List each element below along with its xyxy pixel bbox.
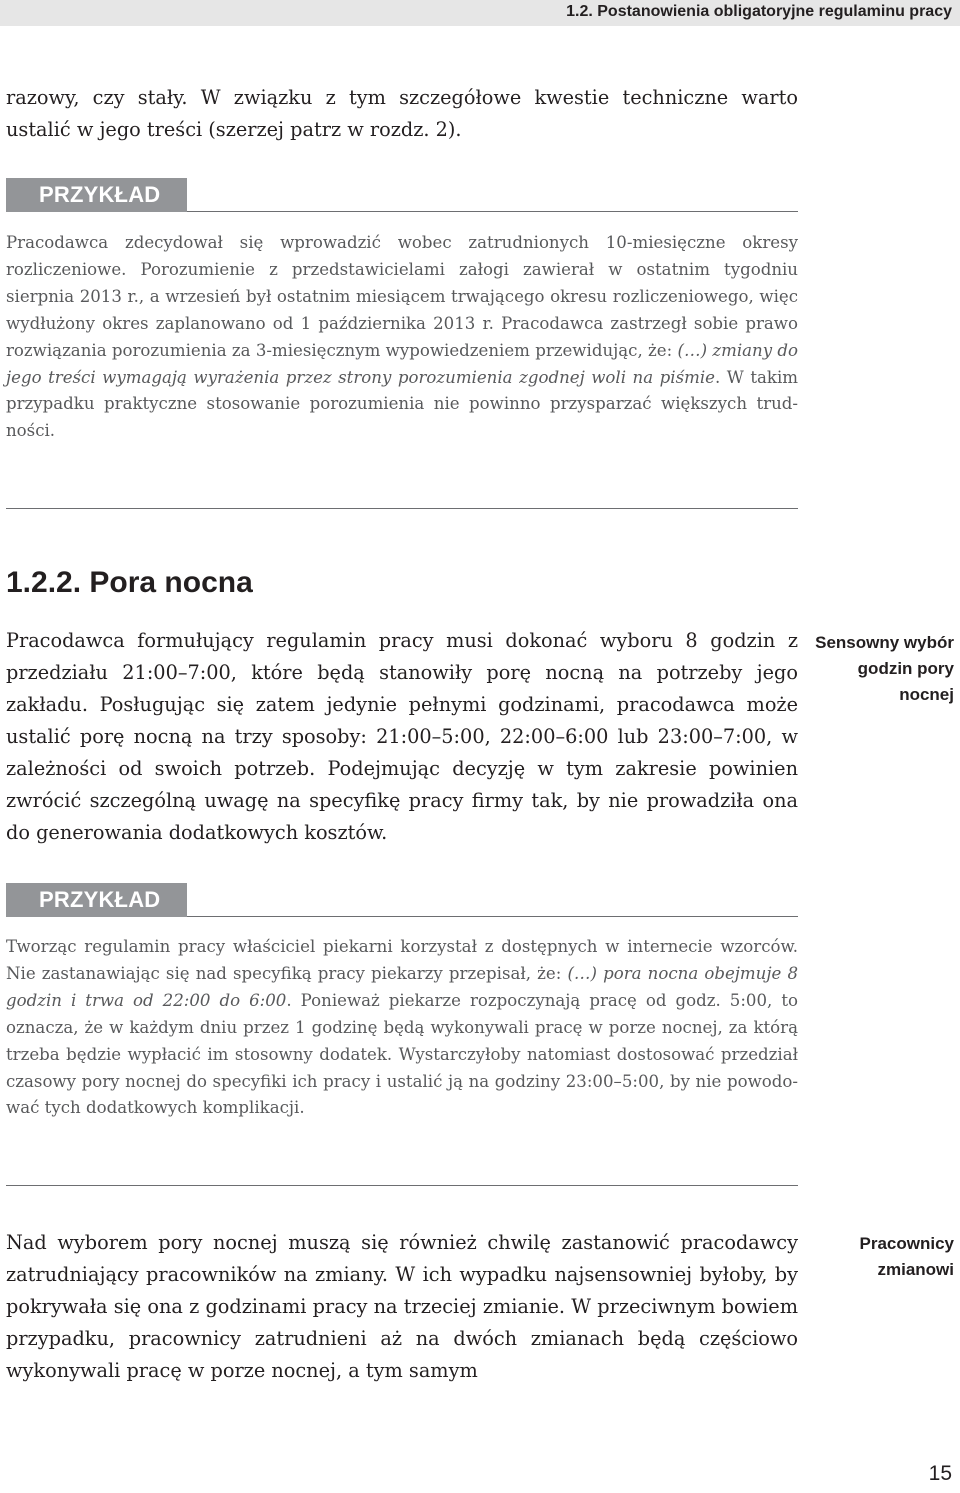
example-1-banner — [6, 178, 798, 212]
example-1-rule — [187, 211, 798, 212]
page-number: 15 — [928, 1462, 952, 1485]
example-2-quote: (…) pora nocna obejmuje 8 godzin i trwa od 22:00 do 6:00 — [6, 963, 798, 1010]
section-heading: 1.2.2. Pora nocna — [6, 566, 253, 599]
running-header — [0, 0, 960, 26]
example-2-banner — [6, 883, 798, 917]
example-2-text-after: . Ponieważ piekarze rozpoczynają pracę od godz. 5:00, to oznacza, że w każdym dniu przez 1 godzinę będą wykonywali pracę w porze nocnej, za którą trzeba będzie wypłacić im stosowny dodatek. Wystarczyłoby natomiast dostosować przedział czasowy pory nocnej do specyfiki ich pracy i ustalić ją na godziny 23:00–5:00, by nie powodować tych dodatkowych komplikacji. — [6, 990, 798, 1118]
example-1-label: PRZYKŁAD — [6, 178, 187, 212]
example-1-quote: (…) zmiany do jego treści wymagają wyrażenia przez strony porozumienia zgodnej woli na piśmie — [6, 340, 798, 387]
margin-note-shift-workers: Pracownicy zmianowi — [859, 1234, 954, 1279]
example-1-text-before: Pracodawca zdecydował się wprowadzić wobec zatrudnionych 10-miesięczne okresy rozliczeniowe. Porozumienie z przedstawicielami załogi zawierał w ostatnim tygodniu sierpnia 2013 r., a wrzesień był ostatnim miesiącem trwającego okresu rozliczeniowego, więc wydłużony okres zaplanowano od 1 października 2013 r. Pracodawca zastrzegł sobie prawo rozwiązania porozumienia za 3-miesięcznym wypowiedzeniem przewidując, że: — [6, 233, 798, 360]
example-2-text — [6, 934, 798, 1122]
example-1-text — [6, 230, 798, 445]
intro-paragraph: razowy, czy stały. W związku z tym szczegółowe kwestie techniczne warto ustalić w jego treści (szerzej patrz w rozdz. 2). — [6, 86, 798, 141]
margin-note-night-hours: Sensowny wybór godzin pory nocnej — [815, 633, 954, 704]
example-2-text-before: Tworząc regulamin pracy właściciel piekarni korzystał z dostępnych w internecie wzorców. Nie zastanawiając się nad specyfiką pracy piekarzy przepisał, że: — [6, 937, 798, 983]
shift-workers-paragraph: Nad wyborem pory nocnej muszą się również chwilę zastanowić pracodawcy zatrudniający pracowników na zmiany. W ich wypadku najsensowniej byłoby, by pokrywała się ona z godzinami pracy na trzeciej zmianie. W przeciwnym bowiem przypadku, pracownicy zatrudnieni aż na dwóch zmianach będą częściowo wykonywali pracę w porze nocnej, a tym samym — [6, 1231, 798, 1382]
example-1-text-after: . W takim przypadku praktyczne stosowanie porozumienia nie powinno przysparzać większych trudności. — [6, 367, 798, 441]
example-2-bottom-rule — [6, 1185, 798, 1186]
example-2-rule — [187, 916, 798, 917]
running-header-title: 1.2. Postanowienia obligatoryjne regulaminu pracy — [566, 3, 952, 20]
example-2-label: PRZYKŁAD — [6, 883, 187, 917]
section-paragraph: Pracodawca formułujący regulamin pracy musi dokonać wyboru 8 godzin z przedziału 21:00–7:00, które będą stanowiły porę nocną na potrzeby jego zakładu. Posługując się zatem jedynie pełnymi godzinami, pracodawca może ustalić porę nocną na trzy sposoby: 21:00–5:00, 22:00–6:00 lub 23:00–7:00, w zależności od swoich potrzeb. Podejmując decyzję w tym zakresie powinien zwrócić szczególną uwagę na specyfikę pracy firmy tak, by nie prowadziła ona do generowania dodatkowych kosztów. — [6, 629, 798, 844]
example-1-bottom-rule — [6, 508, 798, 509]
